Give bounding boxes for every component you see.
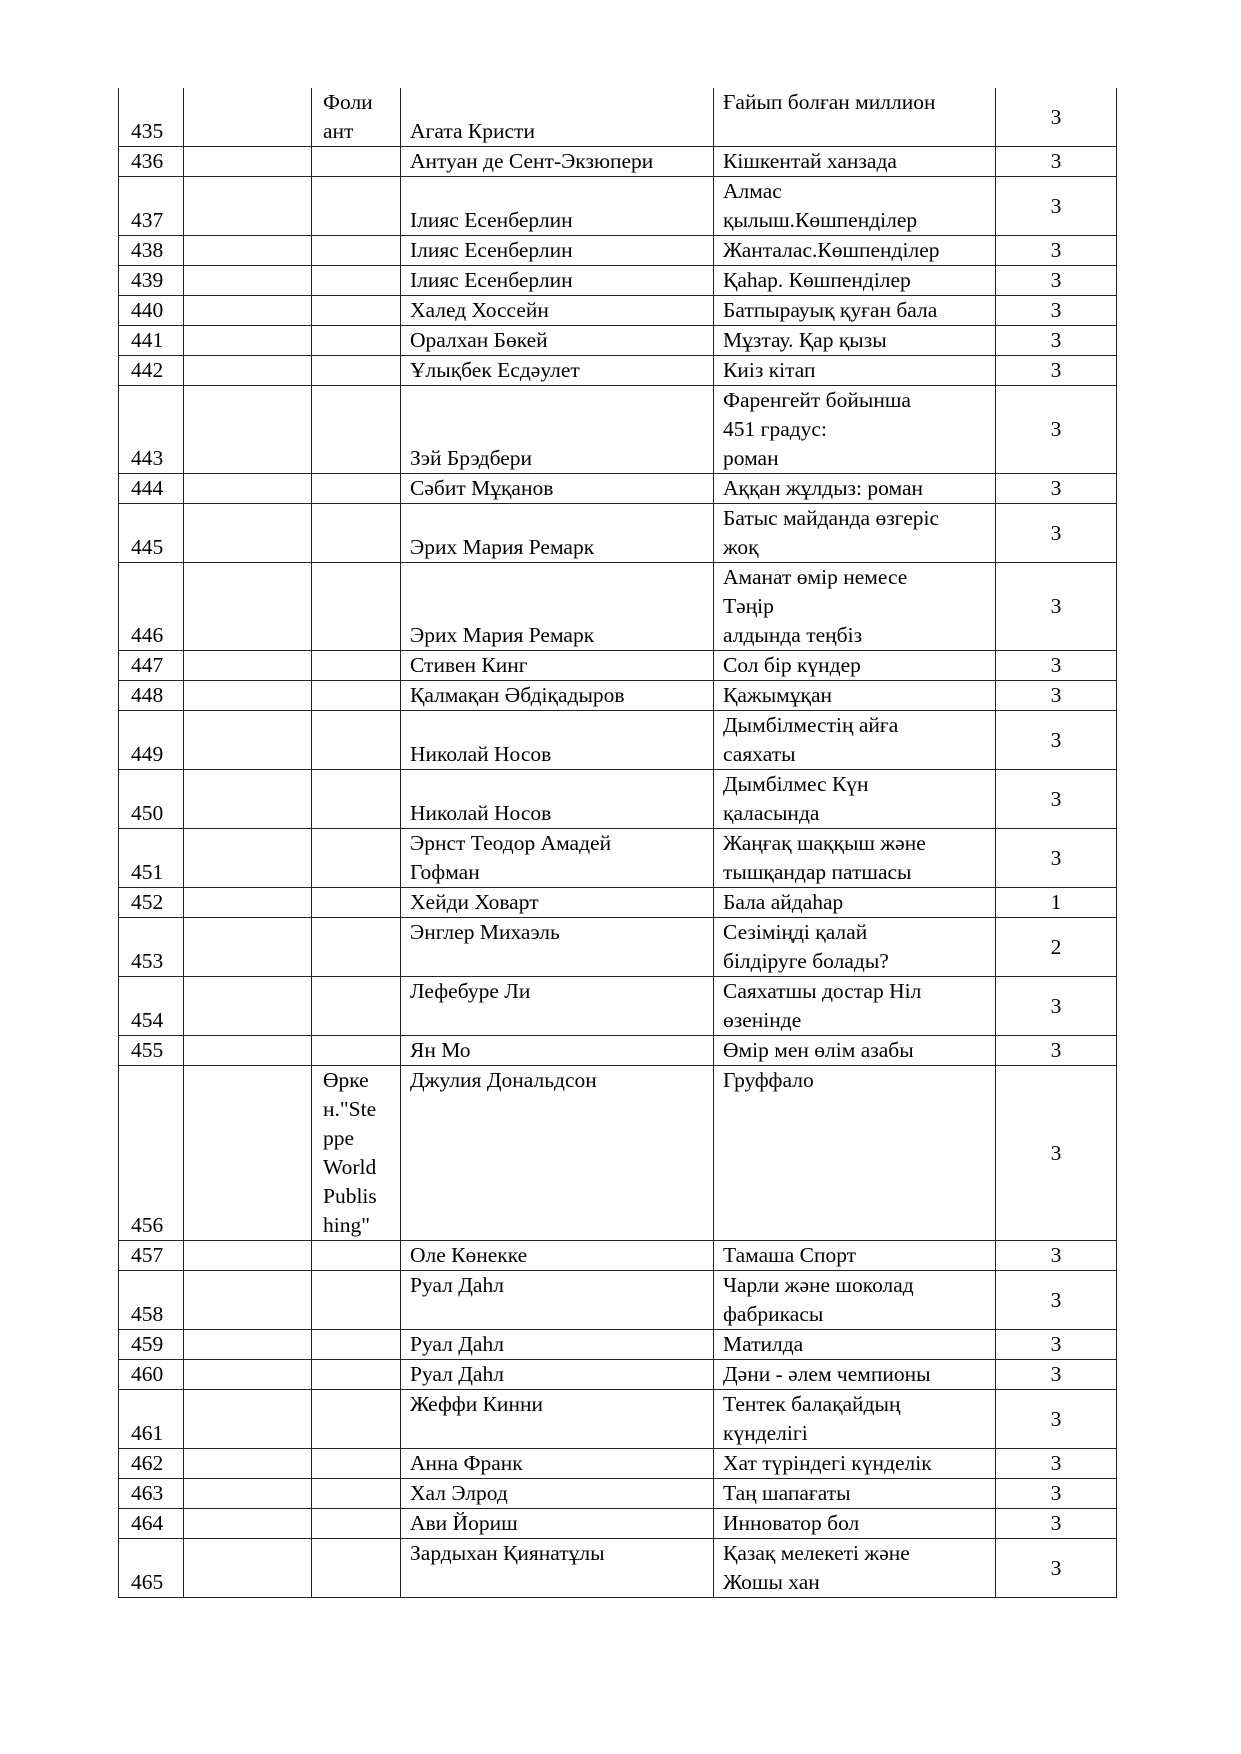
author-cell: Стивен Кинг [401,651,714,681]
quantity-cell: 3 [996,1390,1117,1449]
table-row [119,1509,1117,1539]
blank-cell [184,266,312,296]
author-cell: Хейди Ховарт [401,888,714,918]
publisher-cell [312,770,401,829]
row-number-cell: 436 [119,147,184,177]
title-cell: Кішкентай ханзада [714,147,996,177]
row-number-cell: 445 [119,504,184,563]
publisher-cell [312,1479,401,1509]
quantity-cell: 3 [996,1036,1117,1066]
publisher-cell [312,1330,401,1360]
author-cell: Ілияс Есенберлин [401,266,714,296]
row-number-cell: 457 [119,1241,184,1271]
row-number-cell: 465 [119,1539,184,1598]
table-row [119,177,1117,236]
quantity-cell: 3 [996,829,1117,888]
quantity-cell: 3 [996,504,1117,563]
author-cell: Эрих Мария Ремарк [401,504,714,563]
blank-cell [184,829,312,888]
quantity-cell: 3 [996,711,1117,770]
blank-cell [184,326,312,356]
quantity-cell: 3 [996,1479,1117,1509]
title-cell: Матилда [714,1330,996,1360]
quantity-cell: 3 [996,651,1117,681]
row-number-cell: 454 [119,977,184,1036]
table-row [119,563,1117,651]
publisher-cell [312,1360,401,1390]
blank-cell [184,1539,312,1598]
quantity-cell: 3 [996,356,1117,386]
publisher-cell [312,326,401,356]
blank-cell [184,1330,312,1360]
row-number-cell: 443 [119,386,184,474]
quantity-cell: 3 [996,563,1117,651]
row-number-cell: 449 [119,711,184,770]
quantity-cell: 3 [996,1360,1117,1390]
author-cell: Зардыхан Қиянатұлы [401,1539,714,1598]
publisher-cell [312,651,401,681]
publisher-cell [312,177,401,236]
table-row [119,1449,1117,1479]
table-row [119,770,1117,829]
blank-cell [184,386,312,474]
table-row [119,681,1117,711]
title-cell: Жанталас.Көшпенділер [714,236,996,266]
blank-cell [184,1509,312,1539]
blank-cell [184,474,312,504]
blank-cell [184,1449,312,1479]
title-cell: Батыс майданда өзгеріс жоқ [714,504,996,563]
quantity-cell: 3 [996,681,1117,711]
author-cell: Ави Йориш [401,1509,714,1539]
author-cell: Ян Мо [401,1036,714,1066]
title-cell: Киіз кітап [714,356,996,386]
table-row [119,88,1117,147]
quantity-cell: 3 [996,177,1117,236]
blank-cell [184,977,312,1036]
table-row [119,1066,1117,1241]
table-row [119,147,1117,177]
author-cell: Халед Хоссейн [401,296,714,326]
row-number-cell: 446 [119,563,184,651]
blank-cell [184,1271,312,1330]
blank-cell [184,177,312,236]
author-cell: Ілияс Есенберлин [401,236,714,266]
blank-cell [184,1241,312,1271]
row-number-cell: 462 [119,1449,184,1479]
row-number-cell: 444 [119,474,184,504]
book-list-table [118,88,1117,1598]
publisher-cell: Фоли ант [312,88,401,147]
blank-cell [184,681,312,711]
publisher-cell [312,1390,401,1449]
title-cell: Қаһар. Көшпенділер [714,266,996,296]
publisher-cell [312,1539,401,1598]
title-cell: Бала айдаһар [714,888,996,918]
blank-cell [184,1066,312,1241]
blank-cell [184,711,312,770]
table-row [119,236,1117,266]
quantity-cell: 3 [996,266,1117,296]
title-cell: Тамаша Спорт [714,1241,996,1271]
row-number-cell: 450 [119,770,184,829]
blank-cell [184,504,312,563]
table-row [119,504,1117,563]
blank-cell [184,1390,312,1449]
quantity-cell: 3 [996,88,1117,147]
author-cell: Ілияс Есенберлин [401,177,714,236]
quantity-cell: 3 [996,1509,1117,1539]
quantity-cell: 2 [996,918,1117,977]
publisher-cell [312,1271,401,1330]
publisher-cell [312,474,401,504]
row-number-cell: 459 [119,1330,184,1360]
title-cell: Дымбілмес Күн қаласында [714,770,996,829]
title-cell: Таң шапағаты [714,1479,996,1509]
publisher-cell: Өрке н."Ste ppe World Publis hing" [312,1066,401,1241]
author-cell: Эрих Мария Ремарк [401,563,714,651]
title-cell: Алмас қылыш.Көшпенділер [714,177,996,236]
blank-cell [184,918,312,977]
quantity-cell: 3 [996,236,1117,266]
publisher-cell [312,1509,401,1539]
publisher-cell [312,888,401,918]
blank-cell [184,296,312,326]
blank-cell [184,563,312,651]
row-number-cell: 441 [119,326,184,356]
title-cell: Фаренгейт бойынша 451 градус: роман [714,386,996,474]
row-number-cell: 458 [119,1271,184,1330]
row-number-cell: 464 [119,1509,184,1539]
row-number-cell: 460 [119,1360,184,1390]
title-cell: Өмір мен өлім азабы [714,1036,996,1066]
author-cell: Энглер Михаэль [401,918,714,977]
blank-cell [184,88,312,147]
author-cell: Джулия Дональдсон [401,1066,714,1241]
title-cell: Чарли және шоколад фабрикасы [714,1271,996,1330]
blank-cell [184,1036,312,1066]
quantity-cell: 3 [996,147,1117,177]
quantity-cell: 3 [996,1330,1117,1360]
row-number-cell: 453 [119,918,184,977]
author-cell: Агата Кристи [401,88,714,147]
title-cell: Қажымұқан [714,681,996,711]
table-row [119,1360,1117,1390]
author-cell: Лефебуре Ли [401,977,714,1036]
table-row [119,711,1117,770]
author-cell: Руал Даһл [401,1330,714,1360]
author-cell: Николай Носов [401,711,714,770]
table-row [119,918,1117,977]
quantity-cell: 3 [996,326,1117,356]
title-cell: Хат түріндегі күнделік [714,1449,996,1479]
author-cell: Антуан де Сент-Экзюпери [401,147,714,177]
title-cell: Груффало [714,1066,996,1241]
table-row [119,977,1117,1036]
quantity-cell: 3 [996,1066,1117,1241]
author-cell: Руал Даһл [401,1271,714,1330]
row-number-cell: 442 [119,356,184,386]
title-cell: Ғайып болған миллион [714,88,996,147]
table-row [119,1479,1117,1509]
blank-cell [184,770,312,829]
quantity-cell: 3 [996,1241,1117,1271]
publisher-cell [312,1449,401,1479]
blank-cell [184,888,312,918]
author-cell: Сәбит Мұқанов [401,474,714,504]
row-number-cell: 463 [119,1479,184,1509]
title-cell: Қазақ мелекеті және Жошы хан [714,1539,996,1598]
quantity-cell: 1 [996,888,1117,918]
table-row [119,386,1117,474]
quantity-cell: 3 [996,296,1117,326]
table-row [119,829,1117,888]
table-row [119,1330,1117,1360]
title-cell: Аққан жұлдыз: роман [714,474,996,504]
title-cell: Мұзтау. Қар қызы [714,326,996,356]
title-cell: Инноватор бол [714,1509,996,1539]
publisher-cell [312,236,401,266]
row-number-cell: 448 [119,681,184,711]
blank-cell [184,147,312,177]
title-cell: Дәни - әлем чемпионы [714,1360,996,1390]
quantity-cell: 3 [996,770,1117,829]
title-cell: Дымбілместің айға саяхаты [714,711,996,770]
publisher-cell [312,356,401,386]
table-row [119,1539,1117,1598]
publisher-cell [312,266,401,296]
title-cell: Тентек балақайдың күнделігі [714,1390,996,1449]
publisher-cell [312,296,401,326]
row-number-cell: 451 [119,829,184,888]
table-row [119,474,1117,504]
title-cell: Аманат өмір немесе Тәңір алдында теңбіз [714,563,996,651]
blank-cell [184,1360,312,1390]
author-cell: Жеффи Кинни [401,1390,714,1449]
title-cell: Сезіміңді қалай білдіруге болады? [714,918,996,977]
table-row [119,1036,1117,1066]
row-number-cell: 438 [119,236,184,266]
publisher-cell [312,977,401,1036]
title-cell: Жаңғақ шаққыш және тышқандар патшасы [714,829,996,888]
publisher-cell [312,386,401,474]
author-cell: Қалмақан Әбдіқадыров [401,681,714,711]
author-cell: Анна Франк [401,1449,714,1479]
row-number-cell: 440 [119,296,184,326]
publisher-cell [312,504,401,563]
author-cell: Николай Носов [401,770,714,829]
quantity-cell: 3 [996,1539,1117,1598]
row-number-cell: 456 [119,1066,184,1241]
quantity-cell: 3 [996,386,1117,474]
author-cell: Руал Даһл [401,1360,714,1390]
table-row [119,356,1117,386]
table-row [119,266,1117,296]
quantity-cell: 3 [996,1449,1117,1479]
publisher-cell [312,1036,401,1066]
author-cell: Ұлықбек Есдәулет [401,356,714,386]
publisher-cell [312,147,401,177]
table-row [119,888,1117,918]
row-number-cell: 435 [119,88,184,147]
publisher-cell [312,829,401,888]
publisher-cell [312,711,401,770]
quantity-cell: 3 [996,977,1117,1036]
blank-cell [184,651,312,681]
publisher-cell [312,563,401,651]
row-number-cell: 455 [119,1036,184,1066]
row-number-cell: 437 [119,177,184,236]
title-cell: Батпырауық қуған бала [714,296,996,326]
table-row [119,1390,1117,1449]
table-row [119,651,1117,681]
author-cell: Зэй Брэдбери [401,386,714,474]
blank-cell [184,356,312,386]
table-row [119,1271,1117,1330]
quantity-cell: 3 [996,1271,1117,1330]
row-number-cell: 452 [119,888,184,918]
publisher-cell [312,681,401,711]
table-body [119,88,1117,1598]
table-row [119,296,1117,326]
author-cell: Оле Көнекке [401,1241,714,1271]
blank-cell [184,1479,312,1509]
quantity-cell: 3 [996,474,1117,504]
table-row [119,1241,1117,1271]
publisher-cell [312,1241,401,1271]
row-number-cell: 447 [119,651,184,681]
row-number-cell: 461 [119,1390,184,1449]
author-cell: Хал Элрод [401,1479,714,1509]
title-cell: Саяхатшы достар Ніл өзенінде [714,977,996,1036]
row-number-cell: 439 [119,266,184,296]
blank-cell [184,236,312,266]
title-cell: Сол бір күндер [714,651,996,681]
author-cell: Эрнст Теодор Амадей Гофман [401,829,714,888]
publisher-cell [312,918,401,977]
author-cell: Оралхан Бөкей [401,326,714,356]
table-row [119,326,1117,356]
